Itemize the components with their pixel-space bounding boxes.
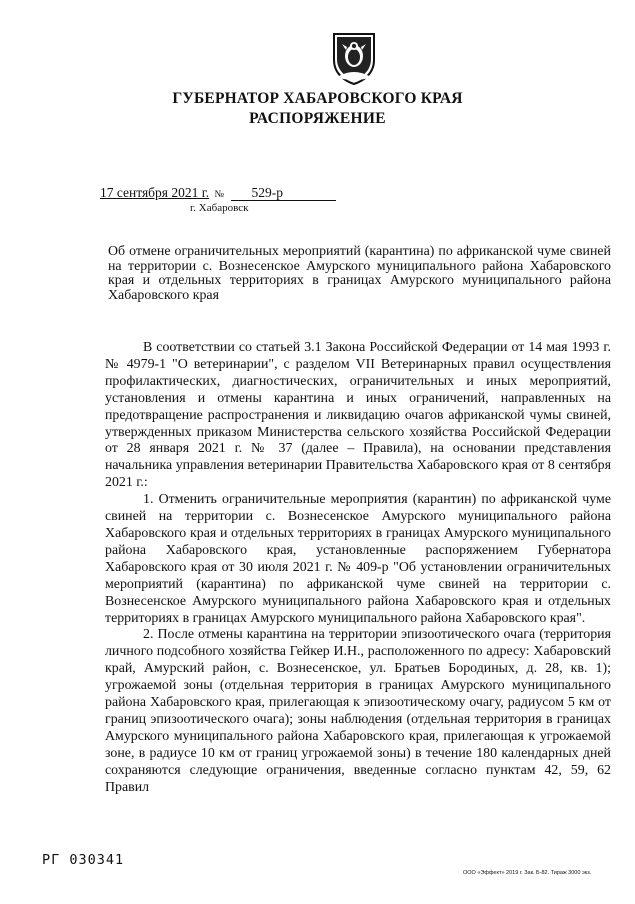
document-type: РАСПОРЯЖЕНИЕ (249, 110, 386, 127)
number-sign: № (214, 189, 225, 200)
form-serial-number: РГ 030341 (42, 852, 125, 868)
body-paragraph-item-1: 1. Отменить ограничительные мероприятия (карантин) по африканской чуме свиней на территории с. Вознесенское Амурского муниципального района Хабаровского края и отдельных территориях в границах Амурского муниципального района Хабаровского края, установленные распоряжением Губернатора Хабаровского края от 30 июля 2021 г. № 409-р "Об установлении ограничительных мероприятий (карантина) по африканской чуме свиней на территории с. Вознесенское Амурского муниципального района Хабаровского края и отдельных территориях в границах Амурского муниципального района Хабаровского края". (105, 492, 611, 626)
body-paragraph-item-2: 2. После отмены карантина на территории эпизоотического очага (территория личного подсобного хозяйства Гейкер И.Н., расположенного по адресу: Хабаровский край, Амурский район, с. Вознесенское, ул. Братьев Бородиных, д. 28, кв. 1); угрожаемой зоны (отдельная территория в границах Амурского муниципального района Хабаровского края, прилегающая к эпизоотическому очагу, радиусом 5 км от границ эпизоотического очага); зоны наблюдения (отдельная территория в границах Амурского муниципального района Хабаровского края, прилегающая к угрожаемой зоне, в радиусе 10 км от границ угрожаемой зоны) в течение 180 календарных дней сохраняются следующие ограничения, введенные согласно пунктам 42, 59, 62 Правил (105, 627, 611, 795)
document-subject: Об отмене ограничительных мероприятий (карантина) по африканской чуме свиней на территории с. Вознесенское Амурского муниципального района Хабаровского края и отдельных территориях в границах Амурского муниципального района Хабаровского края (108, 244, 611, 303)
date-number-line (100, 185, 336, 201)
body-paragraph-preamble: В соответствии со статьей 3.1 Закона Российской Федерации от 14 мая 1993 г. № 4979-1 "О ветеринарии", с разделом VII Ветеринарных правил осуществления профилактических, диагностических, ограничительных и иных мероприятий, установления и отмены карантина и иных ограничений, направленных на предотвращение распространения и ликвидацию очагов африканской чумы свиней, утвержденных приказом Министерства сельского хозяйства Российской Федерации от 28 января 2021 г. № 37 (далее – Правила), на основании представления начальника управления ветеринарии Правительства Хабаровского края от 8 сентября 2021 г.: (105, 340, 611, 491)
document-number: 529-р (231, 186, 336, 201)
issuer-title: ГУБЕРНАТОР ХАБАРОВСКОГО КРАЯ (172, 90, 463, 107)
coat-of-arms-emblem (331, 30, 377, 86)
document-date: 17 сентября 2021 г. (100, 185, 210, 200)
printer-imprint: ООО «Эффект» 2019 г. Зак. Б-82. Тираж 3000 экз. (463, 870, 592, 876)
document-city: г. Хабаровск (190, 202, 249, 214)
document-body (105, 340, 611, 796)
